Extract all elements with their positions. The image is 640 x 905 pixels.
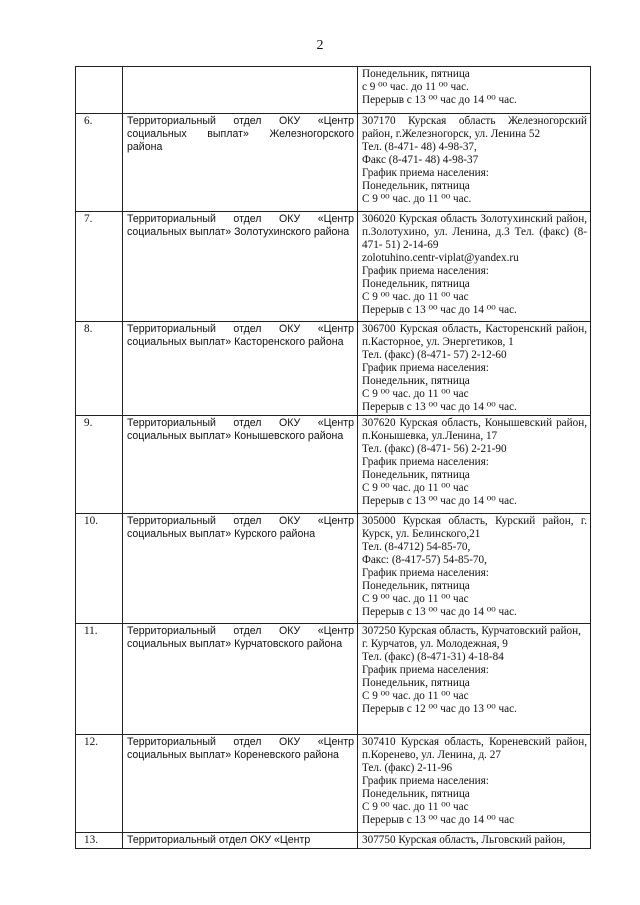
address-cell (358, 624, 591, 735)
address-line: Понедельник, пятница (362, 677, 470, 689)
address-line: Тел. (факс) (8-471-31) 4-18-84 (362, 651, 504, 663)
address-line: Понедельник, пятница (362, 68, 470, 80)
row-number: 11. (76, 624, 123, 735)
address-line: С 9 ⁰⁰ час. до 11 ⁰⁰ час (362, 801, 469, 813)
address-line: График приема населения: (362, 362, 489, 374)
row-number (76, 67, 123, 114)
offices-table (75, 66, 591, 849)
address-line: График приема населения: (362, 265, 489, 277)
table-row (76, 416, 591, 514)
table-row (76, 624, 591, 735)
address-line: 307250 Курская область, Курчатовский район, (362, 625, 581, 637)
table-row (76, 322, 591, 416)
row-number: 6. (76, 114, 123, 212)
address-line: Перерыв с 13 ⁰⁰ час до 14 ⁰⁰ час. (362, 94, 517, 106)
address-line: Тел. (факс) (8-471- 57) 2-12-60 (362, 349, 507, 361)
org-name: Территориальный отдел ОКУ «Центр (123, 833, 358, 849)
address-line: Перерыв с 12 ⁰⁰ час до 13 ⁰⁰ час. (362, 703, 517, 715)
row-number: 10. (76, 514, 123, 624)
table-row (76, 735, 591, 833)
org-name (123, 67, 358, 114)
address-line: с 9 ⁰⁰ час. до 11 ⁰⁰ час. (362, 81, 469, 93)
address-line: Понедельник, пятница (362, 788, 470, 800)
row-number: 8. (76, 322, 123, 416)
page-number: 2 (316, 38, 324, 53)
address-line: 307750 Курская область, Льговский район, (362, 834, 566, 846)
address-line: График приема населения: (362, 167, 489, 179)
address-line: 306700 Курская область, Касторенский район, п.Касторное, ул. Энергетиков, 1 (362, 323, 587, 348)
address-line: Тел. (факс) (8-471- 56) 2-21-90 (362, 443, 507, 455)
address-line: Перерыв с 13 ⁰⁰ час до 14 ⁰⁰ час. (362, 495, 517, 507)
address-line: 307170 Курская область Железногорский район, г.Железногорск, ул. Ленина 52 (362, 115, 587, 140)
address-line: 307620 Курская область, Конышевский район, п.Конышевка, ул.Ленина, 17 (362, 417, 587, 442)
address-line: График приема населения: (362, 567, 489, 579)
address-line: 305000 Курская область, Курский район, г. Курск, ул. Белинского,21 (362, 515, 587, 540)
address-line: Понедельник, пятница (362, 278, 470, 290)
address-cell (358, 514, 591, 624)
address-line: Понедельник, пятница (362, 580, 470, 592)
address-line: zolotuhino.centr-viplat@yandex.ru (362, 252, 519, 264)
address-line: Факс (8-471- 48) 4-98-37 (362, 154, 479, 166)
address-line: С 9 ⁰⁰ час. до 11 ⁰⁰ час (362, 482, 469, 494)
row-number: 7. (76, 212, 123, 322)
address-line: Тел. (8-471- 48) 4-98-37, (362, 141, 477, 153)
address-line: Перерыв с 13 ⁰⁰ час до 14 ⁰⁰ час (362, 814, 515, 826)
org-name: Территориальный отдел ОКУ «Центр социальных выплат» Курчатовского района (123, 624, 358, 735)
address-line: График приема населения: (362, 775, 489, 787)
address-line: С 9 ⁰⁰ час. до 11 ⁰⁰ час (362, 593, 469, 605)
table-row (76, 114, 591, 212)
table-row (76, 514, 591, 624)
address-cell (358, 212, 591, 322)
table-row (76, 212, 591, 322)
address-line: Понедельник, пятница (362, 180, 470, 192)
address-line: Перерыв с 13 ⁰⁰ час до 14 ⁰⁰ час. (362, 606, 517, 618)
address-line: Понедельник, пятница (362, 469, 470, 481)
address-line: С 9 ⁰⁰ час. до 11 ⁰⁰ час (362, 291, 469, 303)
org-name: Территориальный отдел ОКУ «Центр социальных выплат» Золотухинского района (123, 212, 358, 322)
address-line: Перерыв с 13 ⁰⁰ час до 14 ⁰⁰ час. (362, 304, 517, 316)
address-cell (358, 322, 591, 416)
row-number: 12. (76, 735, 123, 833)
address-cell (358, 833, 591, 849)
address-line: График приема населения: (362, 456, 489, 468)
org-name: Территориальный отдел ОКУ «Центр социальных выплат» Конышевского района (123, 416, 358, 514)
row-number: 13. (76, 833, 123, 849)
address-line: Понедельник, пятница (362, 375, 470, 387)
org-name: Территориальный отдел ОКУ «Центр социальных выплат» Касторенского района (123, 322, 358, 416)
address-line: Тел. (8-4712) 54-85-70, (362, 541, 471, 553)
address-line: С 9 ⁰⁰ час. до 11 ⁰⁰ час. (362, 193, 472, 205)
address-cell (358, 114, 591, 212)
address-line: С 9 ⁰⁰ час. до 11 ⁰⁰ час (362, 690, 469, 702)
address-line: С 9 ⁰⁰ час. до 11 ⁰⁰ час (362, 388, 469, 400)
org-name: Территориальный отдел ОКУ «Центр социальных выплат» Курского района (123, 514, 358, 624)
address-line: Факс: (8-417-57) 54-85-70, (362, 554, 487, 566)
org-name: Территориальный отдел ОКУ «Центр социальных выплат» Кореневского района (123, 735, 358, 833)
address-cell (358, 416, 591, 514)
address-cell (358, 67, 591, 114)
address-line: 307410 Курская область, Кореневский район, п.Коренево, ул. Ленина, д. 27 (362, 736, 587, 761)
address-line: График приема населения: (362, 664, 489, 676)
org-name: Территориальный отдел ОКУ «Центр социальных выплат» Железногорского района (123, 114, 358, 212)
address-line: г. Курчатов, ул. Молодежная, 9 (362, 638, 508, 650)
table-row (76, 833, 591, 849)
row-number: 9. (76, 416, 123, 514)
address-line: Перерыв с 13 ⁰⁰ час до 14 ⁰⁰ час. (362, 401, 517, 413)
address-line: Тел. (факс) 2-11-96 (362, 762, 453, 774)
address-line: 306020 Курская область Золотухинский район, п.Золотухино, ул. Ленина, д.3 Тел. (факс) (8-471- 51) 2-14-69 (362, 213, 587, 251)
table-row (76, 67, 591, 114)
address-cell (358, 735, 591, 833)
